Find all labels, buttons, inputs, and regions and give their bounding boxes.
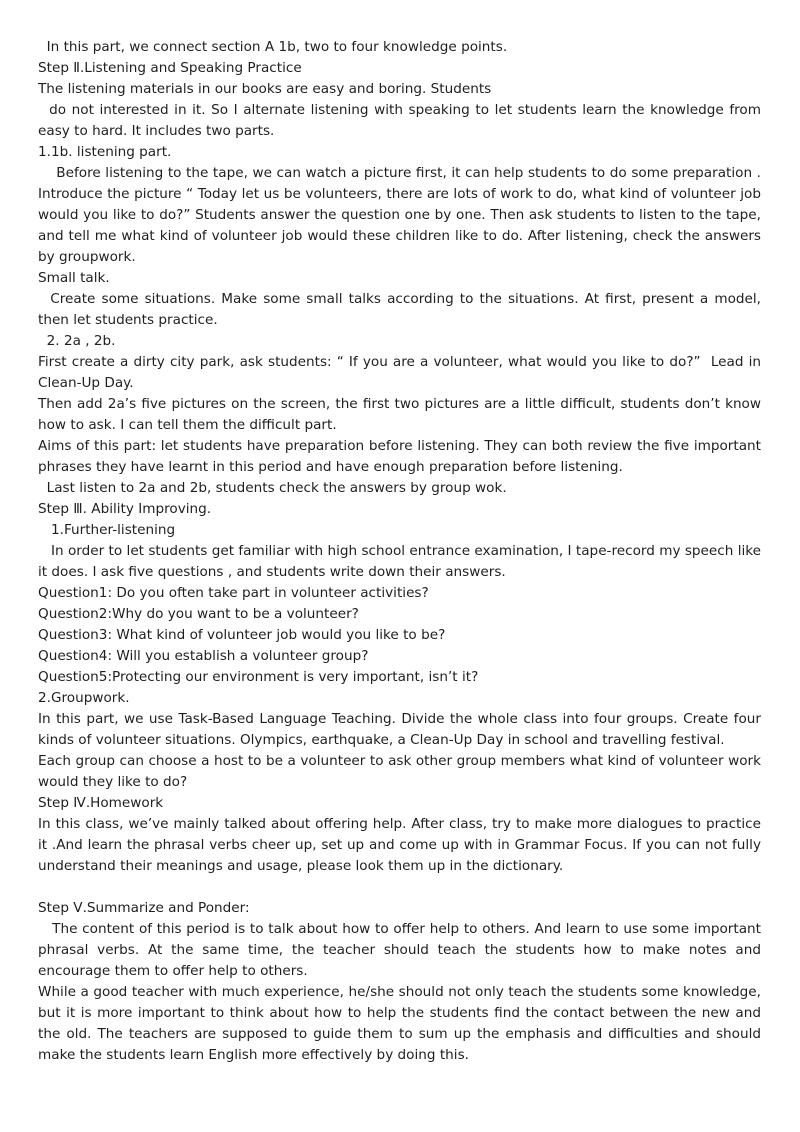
- paragraph: Small talk.: [38, 270, 110, 286]
- paragraph: Last listen to 2a and 2b, students check the answers by group wok.: [38, 480, 507, 496]
- paragraph: Each group can choose a host to be a volunteer to ask other group members what kind of volunteer work would they like to do?: [38, 753, 766, 790]
- paragraph: 1.Further-listening: [38, 522, 176, 538]
- paragraph: In this class, we’ve mainly talked about offering help. After class, try to make more dialogues to practice it .And learn the phrasal verbs cheer up, set up and come up with in Grammar Focus. If you can not fully understand their meanings and usage, please look them up in the dictionary.: [38, 816, 766, 874]
- paragraph: Step Ⅱ.Listening and Speaking Practice: [38, 60, 302, 76]
- paragraph: In order to let students get familiar with high school entrance examination, I tape-record my speech like it does. I ask five questions , and students write down their answers.: [38, 543, 766, 580]
- paragraph: The listening materials in our books are easy and boring. Students: [38, 81, 492, 97]
- paragraph: In this part, we connect section A 1b, two to four knowledge points.: [38, 39, 508, 55]
- paragraph: Step Ⅲ. Ability Improving.: [38, 501, 212, 517]
- paragraph: [38, 877, 761, 898]
- paragraph: Step Ⅳ.Homework: [38, 795, 164, 811]
- paragraph: Then add 2a’s five pictures on the screen, the first two pictures are a little difficult, students don’t know how to ask. I can tell them the difficult part.: [38, 396, 766, 433]
- paragraph: First create a dirty city park, ask students: “ If you are a volunteer, what would you like to do?” Lead in Clean-Up Day.: [38, 354, 766, 391]
- paragraph: In this part, we use Task-Based Language Teaching. Divide the whole class into four groups. Create four kinds of volunteer situations. Olympics, earthquake, a Clean-Up Day in school and travelling festival.: [38, 711, 766, 748]
- paragraph: Question5:Protecting our environment is very important, isn’t it?: [38, 669, 479, 685]
- paragraph: Question3: What kind of volunteer job would you like to be?: [38, 627, 446, 643]
- paragraph: Before listening to the tape, we can watch a picture first, it can help students to do some preparation . Introduce the picture “ Today let us be volunteers, there are lots of work to do, what kind of volunteer job would you like to do?” Students answer the question one by one. Then ask students to listen to the tape, and tell me what kind of volunteer job would these children like to do. After listening, check the answers by groupwork.: [38, 165, 766, 265]
- paragraph: Aims of this part: let students have preparation before listening. They can both review the five important phrases they have learnt in this period and have enough preparation before listening.: [38, 438, 766, 475]
- paragraph: The content of this period is to talk about how to offer help to others. And learn to use some important phrasal verbs. At the same time, the teacher should teach the students how to make notes and encourage them to offer help to others.: [38, 921, 766, 979]
- paragraph: 2.Groupwork.: [38, 690, 130, 706]
- paragraph: While a good teacher with much experience, he/she should not only teach the students some knowledge, but it is more important to think about how to help the students find the contact between the new and the old. The teachers are supposed to guide them to sum up the emphasis and difficulties and should make the students learn English more effectively by doing this.: [38, 984, 766, 1063]
- paragraph: Question1: Do you often take part in volunteer activities?: [38, 585, 429, 601]
- paragraph: 2. 2a , 2b.: [38, 333, 116, 349]
- paragraph: 1.1b. listening part.: [38, 144, 172, 160]
- paragraph: Question2:Why do you want to be a volunteer?: [38, 606, 359, 622]
- paragraph: Step Ⅴ.Summarize and Ponder:: [38, 900, 250, 916]
- paragraph: do not interested in it. So I alternate listening with speaking to let students learn the knowledge from easy to hard. It includes two parts.: [38, 102, 766, 139]
- paragraph: Question4: Will you establish a volunteer group?: [38, 648, 369, 664]
- paragraph: Create some situations. Make some small talks according to the situations. At first, present a model, then let students practice.: [38, 291, 766, 328]
